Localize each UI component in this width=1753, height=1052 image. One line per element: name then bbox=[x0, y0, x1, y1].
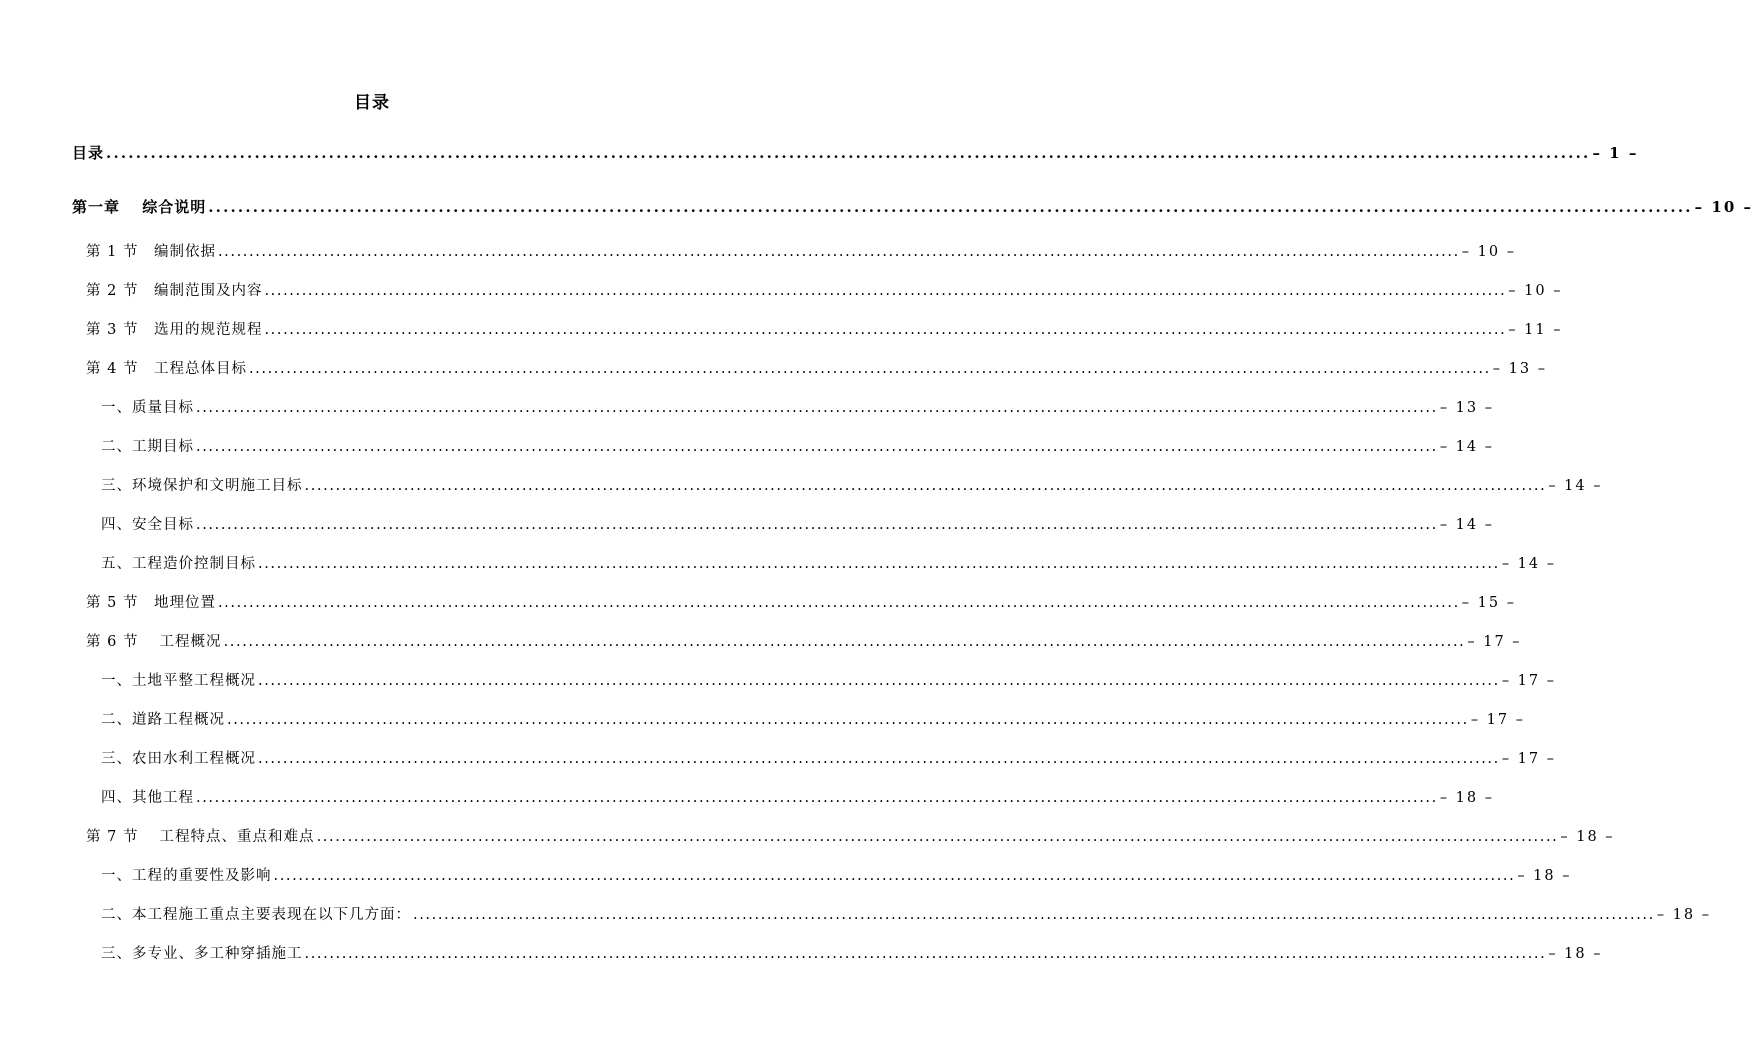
toc-leader-dots: ........................................................................................................................................................................................................ bbox=[196, 517, 1438, 533]
toc-entry-label: 第 4 节 工程总体目标 bbox=[86, 361, 247, 377]
toc-entry-page-number: – 17 – bbox=[1501, 751, 1556, 767]
toc-entry-label: 二、道路工程概况 bbox=[101, 712, 225, 728]
toc-subsection-entry[interactable] bbox=[101, 707, 1525, 733]
toc-entry-page-number: – 10 – bbox=[1508, 283, 1563, 299]
toc-subsection-entry[interactable] bbox=[101, 902, 1711, 928]
toc-subsection-entry[interactable] bbox=[101, 473, 1603, 499]
toc-subsection-entry[interactable] bbox=[101, 668, 1556, 694]
toc-entry-page-number: – 13 – bbox=[1492, 361, 1547, 377]
toc-entry-label: 目录 bbox=[72, 144, 105, 162]
toc-leader-dots: ........................................................................................................................................................................................................ bbox=[258, 751, 1500, 767]
toc-chapter-entry[interactable] bbox=[72, 140, 1639, 166]
toc-entry-label: 一、土地平整工程概况 bbox=[101, 673, 256, 689]
toc-entry-page-number: – 17 – bbox=[1470, 712, 1525, 728]
toc-section-entry[interactable] bbox=[86, 629, 1522, 655]
toc-entry-label: 一、质量目标 bbox=[101, 400, 194, 416]
toc-leader-dots: ........................................................................................................................................................................................................ bbox=[196, 439, 1438, 455]
toc-subsection-entry[interactable] bbox=[101, 395, 1494, 421]
toc-entry-label: 第 7 节 工程特点、重点和难点 bbox=[86, 829, 315, 845]
toc-section-entry[interactable] bbox=[86, 824, 1615, 850]
toc-section-entry[interactable] bbox=[86, 239, 1516, 265]
toc-leader-dots: ........................................................................................................................................................................................................ bbox=[316, 829, 1559, 845]
toc-subsection-entry[interactable] bbox=[101, 434, 1494, 460]
toc-entry-label: 二、工期目标 bbox=[101, 439, 194, 455]
toc-leader-dots: ........................................................................................................................................................................................................ bbox=[223, 634, 1466, 650]
toc-entry-label: 四、安全目标 bbox=[101, 517, 194, 533]
toc-subsection-entry[interactable] bbox=[101, 551, 1556, 577]
toc-subsection-entry[interactable] bbox=[101, 746, 1556, 772]
toc-entry-page-number: – 14 – bbox=[1501, 556, 1556, 572]
toc-entry-page-number: – 14 – bbox=[1439, 439, 1494, 455]
toc-entry-page-number: – 14 – bbox=[1548, 478, 1603, 494]
toc-section-entry[interactable] bbox=[86, 317, 1563, 343]
toc-leader-dots: ........................................................................................................................................................................................................ bbox=[258, 673, 1500, 689]
toc-entry-label: 第 2 节 编制范围及内容 bbox=[86, 283, 263, 299]
toc-subsection-entry[interactable] bbox=[101, 785, 1494, 811]
toc-entry-label: 四、其他工程 bbox=[101, 790, 194, 806]
toc-entry-page-number: – 17 – bbox=[1501, 673, 1556, 689]
toc-entry-label: 二、本工程施工重点主要表现在以下几方面： bbox=[101, 907, 411, 923]
toc-leader-dots: ........................................................................................................................................................................................................ bbox=[227, 712, 1469, 728]
toc-leader-dots: ........................................................................................................................................................................................................ bbox=[264, 322, 1507, 338]
toc-leader-dots: ........................................................................................................................................................................................................ bbox=[217, 595, 1460, 611]
toc-section-entry[interactable] bbox=[86, 356, 1547, 382]
toc-subsection-entry[interactable] bbox=[101, 512, 1494, 538]
toc-entry-page-number: – 14 – bbox=[1439, 517, 1494, 533]
toc-entry-label: 一、工程的重要性及影响 bbox=[101, 868, 272, 884]
toc-leader-dots: ........................................................................................................................................................................................................ bbox=[208, 198, 1693, 216]
toc-leader-dots: ........................................................................................................................................................................................................ bbox=[258, 556, 1500, 572]
toc-entry-label: 三、多专业、多工种穿插施工 bbox=[101, 946, 303, 962]
toc-section-entry[interactable] bbox=[86, 278, 1563, 304]
toc-leader-dots: ........................................................................................................................................................................................................ bbox=[248, 361, 1491, 377]
toc-entry-page-number: – 18 – bbox=[1548, 946, 1603, 962]
toc-entry-page-number: – 18 – bbox=[1517, 868, 1572, 884]
toc-entry-label: 第 3 节 选用的规范规程 bbox=[86, 322, 263, 338]
page-title: 目录 bbox=[354, 93, 390, 113]
toc-leader-dots: ........................................................................................................................................................................................................ bbox=[196, 400, 1438, 416]
toc-entry-label: 五、工程造价控制目标 bbox=[101, 556, 256, 572]
toc-leader-dots: ........................................................................................................................................................................................................ bbox=[413, 907, 1655, 923]
toc-leader-dots: ........................................................................................................................................................................................................ bbox=[273, 868, 1516, 884]
toc-entry-page-number: – 17 – bbox=[1467, 634, 1522, 650]
toc-entry-page-number: – 1 – bbox=[1592, 144, 1639, 162]
toc-entry-label: 三、环境保护和文明施工目标 bbox=[101, 478, 303, 494]
toc-subsection-entry[interactable] bbox=[101, 863, 1572, 889]
toc-entry-page-number: – 10 – bbox=[1461, 244, 1516, 260]
toc-leader-dots: ........................................................................................................................................................................................................ bbox=[196, 790, 1438, 806]
toc-leader-dots: ........................................................................................................................................................................................................ bbox=[264, 283, 1507, 299]
toc-entry-page-number: – 15 – bbox=[1461, 595, 1516, 611]
toc-entry-label: 第 6 节 工程概况 bbox=[86, 634, 222, 650]
toc-leader-dots: ........................................................................................................................................................................................................ bbox=[304, 946, 1547, 962]
toc-entry-page-number: – 10 – bbox=[1694, 198, 1753, 216]
toc-entry-label: 第一章 综合说明 bbox=[72, 198, 207, 216]
toc-entry-page-number: – 18 – bbox=[1439, 790, 1494, 806]
toc-entry-page-number: – 11 – bbox=[1508, 322, 1563, 338]
toc-entry-page-number: – 13 – bbox=[1439, 400, 1494, 416]
toc-entry-page-number: – 18 – bbox=[1656, 907, 1711, 923]
toc-subsection-entry[interactable] bbox=[101, 941, 1603, 967]
toc-entry-label: 三、农田水利工程概况 bbox=[101, 751, 256, 767]
toc-leader-dots: ........................................................................................................................................................................................................ bbox=[304, 478, 1547, 494]
toc-leader-dots: ........................................................................................................................................................................................................ bbox=[106, 144, 1591, 162]
toc-entry-page-number: – 18 – bbox=[1560, 829, 1615, 845]
toc-section-entry[interactable] bbox=[86, 590, 1516, 616]
toc-entry-label: 第 1 节 编制依据 bbox=[86, 244, 216, 260]
toc-entry-label: 第 5 节 地理位置 bbox=[86, 595, 216, 611]
toc-chapter-entry[interactable] bbox=[72, 194, 1753, 220]
toc-leader-dots: ........................................................................................................................................................................................................ bbox=[217, 244, 1460, 260]
